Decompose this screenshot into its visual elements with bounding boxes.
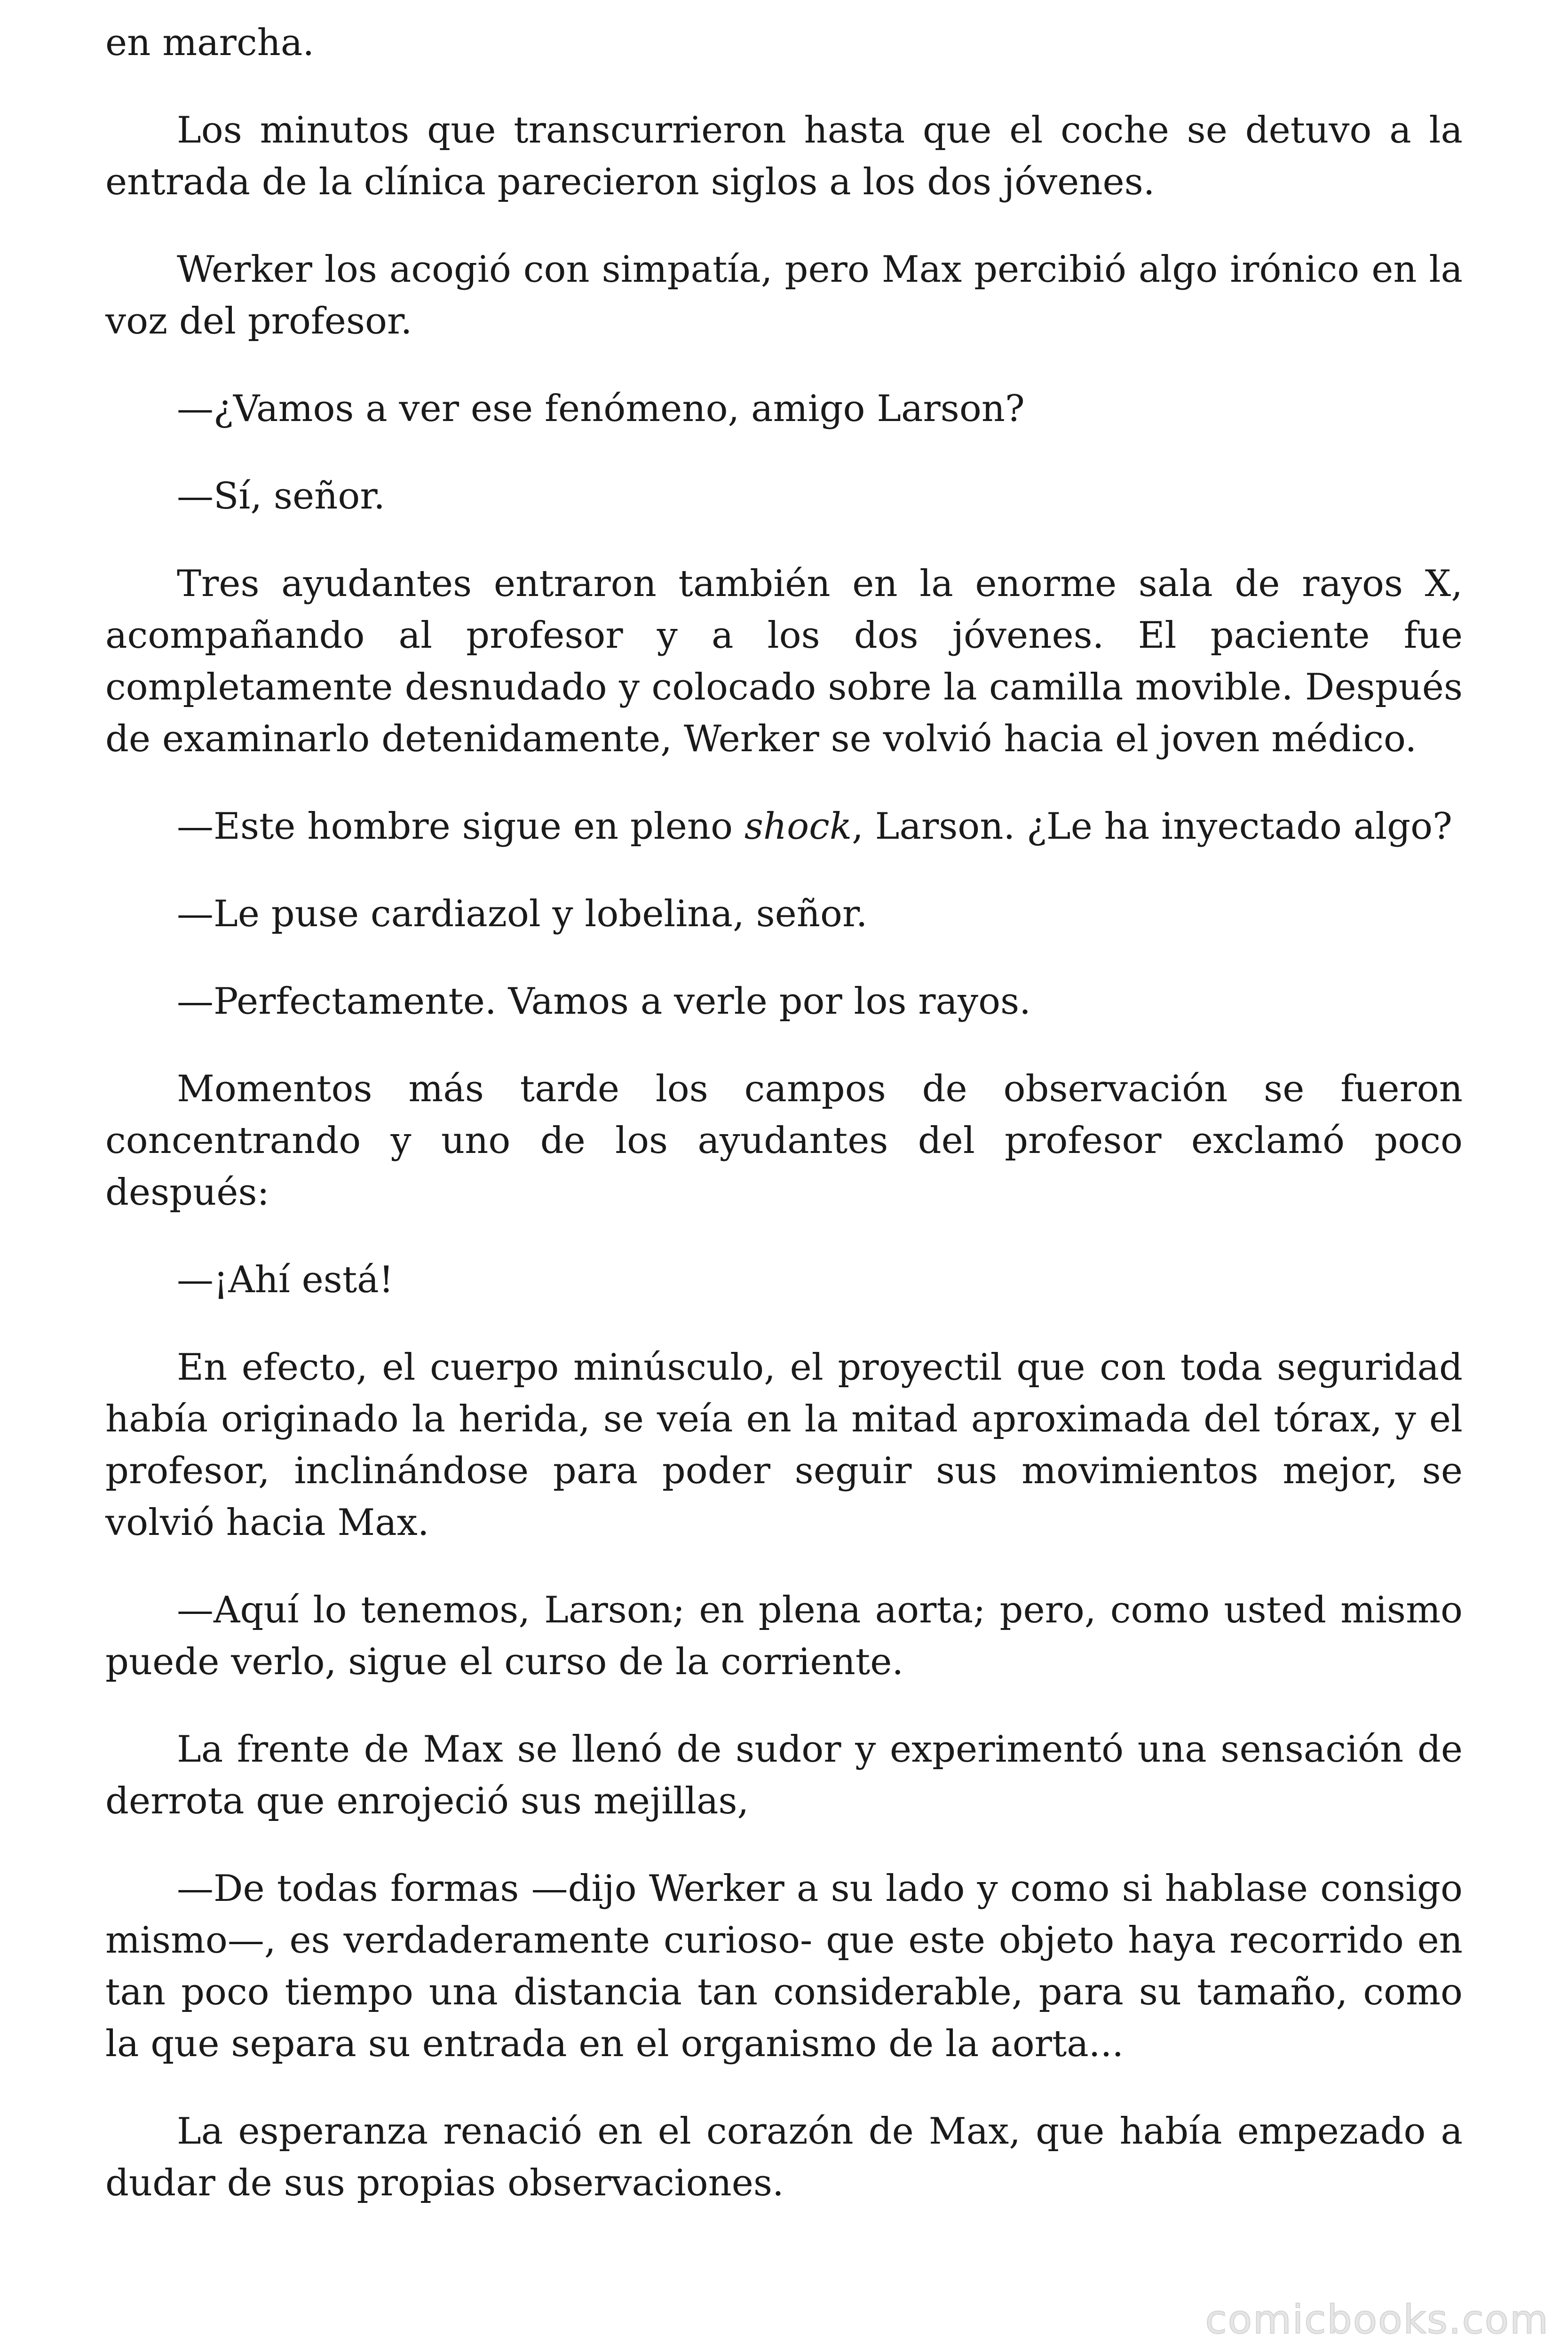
paragraph: Werker los acogió con simpatía, pero Max percibió algo irónico en la voz del profesor. bbox=[105, 248, 1463, 342]
dialogue-line: —Le puse cardiazol y lobelina, señor. bbox=[177, 893, 868, 935]
paragraph: Tres ayudantes entraron también en la enorme sala de rayos X, acompañando al profesor y a los dos jóvenes. El paciente fue completamente desnudado y colocado sobre la camilla movible. Después de examinarlo detenidamente, Werker se volvió hacia el joven médico. bbox=[105, 563, 1463, 760]
dialogue-line: —¡Ahí está! bbox=[177, 1259, 394, 1301]
dialogue-line: —Sí, señor. bbox=[177, 475, 385, 517]
dialogue-line: —Aquí lo tenemos, Larson; en plena aorta; pero, como usted mismo puede verlo, sigue el curso de la corriente. bbox=[105, 1589, 1463, 1683]
dialogue-line bbox=[105, 801, 1463, 852]
watermark: comicbooks.com bbox=[1205, 2296, 1549, 2343]
paragraph: Momentos más tarde los campos de observación se fueron concentrando y uno de los ayudantes del profesor exclamó poco después: bbox=[105, 1068, 1463, 1214]
paragraph-continuation: en marcha. bbox=[105, 22, 315, 64]
dialogue-line: —Perfectamente. Vamos a verle por los rayos. bbox=[177, 980, 1031, 1023]
book-page bbox=[105, 0, 1463, 2352]
italic-word: shock bbox=[744, 805, 852, 848]
paragraph: La frente de Max se llenó de sudor y experimentó una sensación de derrota que enrojeció sus mejillas, bbox=[105, 1728, 1463, 1822]
dialogue-line: —¿Vamos a ver ese fenómeno, amigo Larson? bbox=[177, 388, 1025, 430]
paragraph: La esperanza renació en el corazón de Max, que había empezado a dudar de sus propias observaciones. bbox=[105, 2110, 1463, 2204]
dialogue-text: —Este hombre sigue en pleno bbox=[177, 805, 744, 848]
dialogue-line: —De todas formas —dijo Werker a su lado y como si hablase consigo mismo—, es verdaderamente curioso- que este objeto haya recorrido en tan poco tiempo una distancia tan considerable, para su tamaño, como la que separa su entrada en el organismo de la aorta... bbox=[105, 1867, 1463, 2065]
paragraph: En efecto, el cuerpo minúsculo, el proyectil que con toda seguridad había originado la herida, se veía en la mitad aproximada del tórax, y el profesor, inclinándose para poder seguir sus movimientos mejor, se volvió hacia Max. bbox=[105, 1346, 1463, 1544]
dialogue-text: , Larson. ¿Le ha inyectado algo? bbox=[852, 805, 1452, 848]
paragraph: Los minutos que transcurrieron hasta que el coche se detuvo a la entrada de la clínica parecieron siglos a los dos jóvenes. bbox=[105, 109, 1463, 203]
